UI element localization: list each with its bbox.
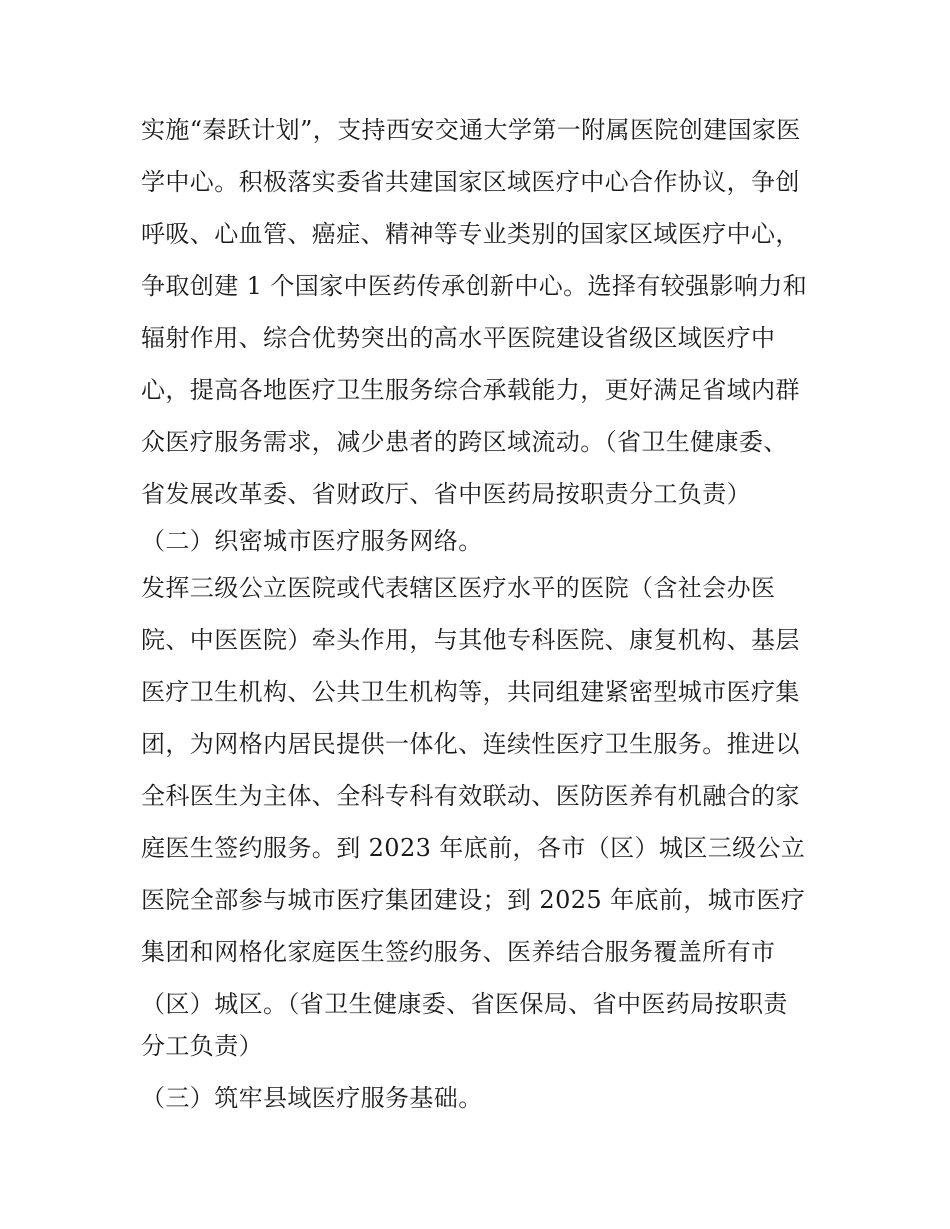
paragraph-line: 心，提高各地医疗卫生服务综合承载能力，更好满足省域内群: [141, 376, 800, 404]
section-heading: （二）织密城市医疗服务网络。: [141, 527, 483, 555]
paragraph-line: 争取创建 1 个国家中医药传承创新中心。选择有较强影响力和: [141, 272, 808, 300]
paragraph-line: 辐射作用、综合优势突出的高水平医院建设省级区域医疗中: [141, 324, 776, 352]
paragraph-line: 实施“秦跃计划”，支持西安交通大学第一附属医院创建国家医: [141, 116, 801, 144]
paragraph-line: 全科医生为主体、全科专科有效联动、医防医养有机融合的家: [141, 782, 800, 810]
paragraph-line: 集团和网格化家庭医生签约服务、医养结合服务覆盖所有市: [141, 938, 776, 966]
paragraph-line: 分工负责）: [141, 1032, 263, 1060]
section-heading: （三）筑牢县域医疗服务基础。: [141, 1084, 483, 1112]
paragraph-line: （区）城区。（省卫生健康委、省医保局、省中医药局按职责: [141, 990, 788, 1018]
paragraph-line: 众医疗服务需求，减少患者的跨区域流动。（省卫生健康委、: [141, 428, 788, 456]
paragraph-line: 医疗卫生机构、公共卫生机构等，共同组建紧密型城市医疗集: [141, 678, 800, 706]
paragraph-line: 医院全部参与城市医疗集团建设；到 2025 年底前，城市医疗: [141, 886, 806, 914]
paragraph-line: 省发展改革委、省财政厅、省中医药局按职责分工负责）: [141, 480, 751, 508]
paragraph-line: 团，为网格内居民提供一体化、连续性医疗卫生服务。推进以: [141, 730, 800, 758]
paragraph-line: 学中心。积极落实委省共建国家区域医疗中心合作协议，争创: [141, 168, 800, 196]
paragraph-line: 院、中医医院）牵头作用，与其他专科医院、康复机构、基层: [141, 626, 800, 654]
paragraph-line: 发挥三级公立医院或代表辖区医疗水平的医院（含社会办医: [141, 574, 776, 602]
paragraph-line: 呼吸、心血管、癌症、精神等专业类别的国家区域医疗中心，: [141, 220, 800, 248]
paragraph-line: 庭医生签约服务。到 2023 年底前，各市（区）城区三级公立: [141, 834, 806, 862]
